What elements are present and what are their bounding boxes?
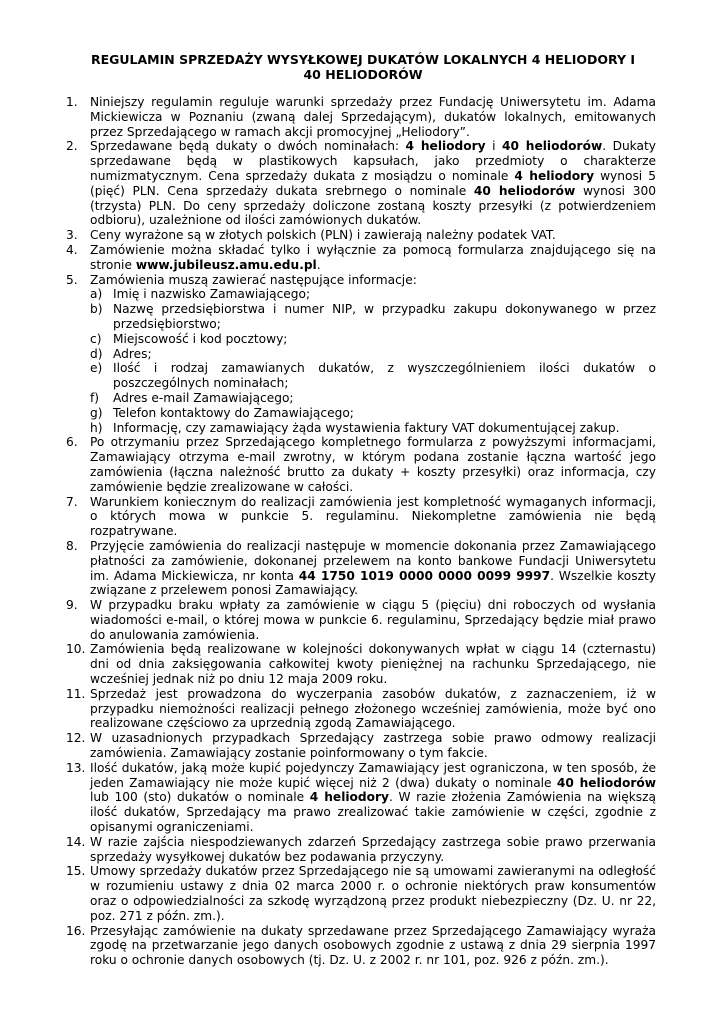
list-item [66, 139, 656, 228]
item-number: 14. [66, 834, 86, 849]
item-text: W przypadku braku wpłaty za zamówienie w ciągu 5 (pięciu) dni roboczych od wysłania wiadomości e-mail, o której mowa w punkcie 6. regulaminu, Sprzedający będzie miał prawo do anulowania zamówienia. [90, 598, 656, 642]
bold-nominal: 4 heliodory [405, 139, 486, 154]
list-item [66, 435, 656, 494]
bold-nominal: 40 heliodorów [473, 183, 576, 198]
list-item [66, 835, 656, 865]
list-item [66, 642, 656, 686]
item-text: Sprzedaż jest prowadzona do wyczerpania zasobów dukatów, z zaznaczeniem, iż w przypadku niemożności realizacji pełnego złożonego wcześniej zamówienia, może być ono realizowane częściowo za uprzednią zgodą Zamawiającego. [90, 686, 656, 731]
item-number: 12. [66, 731, 86, 746]
item-text: Po otrzymaniu przez Sprzedającego kompletnego formularza z powyższymi informacjami, Zamawiający otrzyma e-mail zwrotny, w którym podana zostanie łączna wartość jego zamówienia (łączna należność brutto za dukaty + koszty przesyłki) oraz informacja, czy zamówienie będzie zrealizowane w całości. [90, 435, 656, 494]
sub-item: h) Informację, czy zamawiający żąda wystawienia faktury VAT dokumentującej zakup. [90, 420, 620, 435]
document-title: REGULAMIN SPRZEDAŻY WYSYŁKOWEJ DUKATÓW LOKALNYCH 4 HELIODORY I 40 HELIODORÓW [90, 52, 636, 82]
item-text: Niniejszy regulamin reguluje warunki sprzedaży przez Fundację Uniwersytetu im. Adama Mickiewicza w Poznaniu (zwaną dalej Sprzedającym), dukatów lokalnych, emitowanych przez Sprzedającego w ramach akcji promocyjnej „Heliodory”. [90, 95, 656, 139]
list-item [66, 539, 656, 598]
item-number: 1. [66, 95, 78, 109]
item-text: Umowy sprzedaży dukatów przez Sprzedającego nie są umowami zawieranymi na odległość w rozumieniu ustawy z dnia 02 marca 2000 r. o ochronie niektórych praw konsumentów oraz o odpowiedzialności za szkodę wyrządzoną przez produkt niebezpieczny (Dz. U. nr 22, poz. 271 z późn. zm.). [90, 864, 656, 923]
list-item [66, 228, 656, 243]
item-number: 16. [66, 923, 86, 938]
sub-item: c) Miejscowość i kod pocztowy; [90, 331, 288, 346]
item-number: 15. [66, 864, 86, 879]
item-text: Przyjęcie zamówienia do realizacji następuje w momencie dokonania przez Zamawiającego płatności za zamówienie, dokonanej przelewem na konto bankowe Fundacji Uniwersytetu im. Adama Mickiewicza, nr konta 44 1750 1019 0000 0000 0099 9997. Wszelkie koszty związane z przelewem ponosi Zamawiający. [90, 538, 656, 598]
item-number: 4. [66, 242, 78, 257]
sub-item: a) Imię i nazwisko Zamawiającego; [90, 287, 311, 302]
item-text: Zamówienia muszą zawierać następujące informacje: [90, 272, 417, 287]
list-item [66, 924, 656, 968]
sub-item: g) Telefon kontaktowy do Zamawiającego; [90, 405, 354, 420]
list-item [66, 761, 656, 835]
bold-nominal: 4 heliodory [309, 790, 389, 805]
item-text: W razie zajścia niespodziewanych zdarzeń Sprzedający zastrzega sobie prawo przerwania sprzedaży wysyłkowej dukatów bez podawania przyczyny. [90, 834, 656, 864]
item-text: Ilość dukatów, jaką może kupić pojedynczy Zamawiający jest ograniczona, w ten sposób, że jeden Zamawiający nie może kupić więcej niż 2 (dwa) dukaty o nominale 40 heliodorów lub 100 (sto) dukatów o nominale 4 heliodory. W razie złożenia Zamówienia na większą ilość dukatów, Sprzedający ma prawo zrealizować takie zamówienie w części, zgodnie z opisanymi ograniczeniami. [90, 760, 656, 835]
sub-item: b) Nazwę przedsiębiorstwa i numer NIP, w przypadku zakupu dokonywanego w przez przedsiębiorstwo; [90, 302, 656, 331]
item-text: Przesyłając zamówienie na dukaty sprzedawane przez Sprzedającego Zamawiający wyraża zgodę na przetwarzanie jego danych osobowych zgodnie z ustawą z dnia 29 sierpnia 1997 roku o ochronie danych osobowych (tj. Dz. U. z 2002 r. nr 101, poz. 926 z późn. zm.). [90, 923, 656, 968]
item-text: Zamówienie można składać tylko i wyłącznie za pomocą formularza znajdującego się na stronie www.jubileusz.amu.edu.pl. [90, 242, 656, 272]
list-item [66, 864, 656, 923]
list-item [66, 273, 656, 436]
list-item [66, 731, 656, 761]
item-number: 6. [66, 435, 78, 450]
sub-item: f) Adres e-mail Zamawiającego; [90, 390, 294, 405]
bold-nominal: 40 heliodorów [556, 775, 656, 790]
list-item [66, 687, 656, 731]
bank-account-number: 44 1750 1019 0000 0000 0099 9997 [298, 568, 551, 583]
item-number: 5. [66, 272, 78, 287]
list-item [66, 95, 656, 139]
item-text: Zamówienia będą realizowane w kolejności dokonywanych wpłat w ciągu 14 (czternastu) dni od dnia zaksięgowania całkowitej kwoty pieniężnej na rachunku Sprzedającego, nie wcześniej jednak niż po dniu 12 maja 2009 roku. [90, 642, 656, 687]
item-number: 11. [66, 686, 86, 701]
item-text: Ceny wyrażone są w złotych polskich (PLN) i zawierają należny podatek VAT. [90, 228, 556, 243]
item-number: 9. [66, 598, 78, 613]
item-text: Sprzedawane będą dukaty o dwóch nominałach: 4 heliodory i 40 heliodorów. Dukaty sprzedawane będą w plastikowych kapsułach, jako przedmioty o charakterze numizmatycznym. Cena sprzedaży dukata z mosiądzu o nominale 4 heliodory wynosi 5 (pięć) PLN. Cena sprzedaży dukata srebrnego o nominale 40 heliodorów wynosi 300 (trzysta) PLN. Do ceny sprzedaży doliczone zostaną koszty przesyłki (z potwierdzeniem odbioru), uzależnione od ilości zamówionych dukatów. [90, 139, 656, 228]
item-number: 13. [66, 760, 86, 775]
regulation-list [66, 95, 656, 968]
list-item [66, 598, 656, 642]
required-info-list [90, 287, 656, 435]
bold-nominal: 4 heliodory [514, 168, 595, 183]
item-text: Warunkiem koniecznym do realizacji zamówienia jest kompletność wymaganych informacji, o których mowa w punkcie 5. regulaminu. Niekompletne zamówienia nie będą rozpatrywane. [90, 494, 656, 539]
list-item [66, 243, 656, 273]
bold-nominal: 40 heliodorów [501, 139, 603, 154]
item-number: 2. [66, 139, 78, 154]
list-item [66, 495, 656, 539]
website-link: www.jubileusz.amu.edu.pl [135, 257, 317, 272]
item-number: 3. [66, 228, 78, 243]
sub-item: d) Adres; [90, 346, 152, 361]
item-number: 8. [66, 538, 78, 553]
item-text: W uzasadnionych przypadkach Sprzedający zastrzega sobie prawo odmowy realizacji zamówienia. Zamawiający zostanie poinformowany o tym fakcie. [90, 731, 656, 761]
sub-item: e) Ilość i rodzaj zamawianych dukatów, z wyszczególnieniem ilości dukatów o poszczególnych nominałach; [90, 361, 656, 391]
item-number: 10. [66, 642, 86, 657]
item-number: 7. [66, 494, 78, 509]
